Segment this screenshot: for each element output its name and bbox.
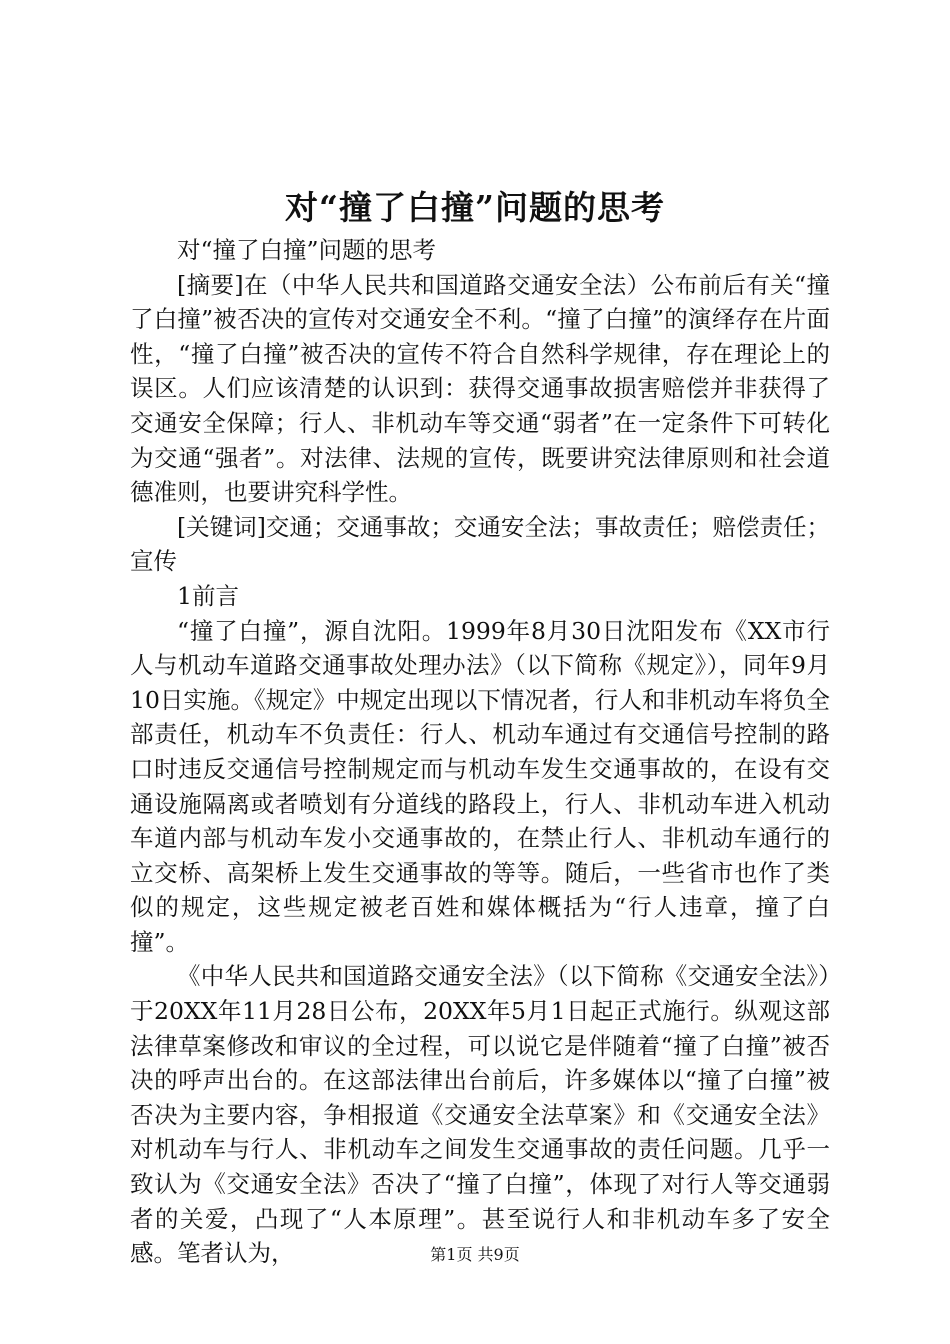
body-paragraph: “撞了白撞”，源自沈阳。1999年8月30日沈阳发布《XX市行人与机动车道路交通事故处理办法》（以下简称《规定》），同年9月10日实施。《规定》中规定出现以下情况者，行人和非机动车将负全部责任，机动车不负责任：行人、机动车通过有交通信号控制的路口时违反交通信号控制规定而与机动车发生交通事故的，在设有交通设施隔离或者喷划有分道线的路段上，行人、非机动车进入机动车道内部与机动车发小交通事故的，在禁止行人、非机动车通行的立交桥、高架桥上发生交通事故的等等。随后，一些省市也作了类似的规定，这些规定被老百姓和媒体概括为“行人违章，撞了白撞”。 bbox=[130, 616, 830, 956]
section-heading: 1前言 bbox=[177, 581, 239, 610]
subtitle-paragraph: 对“撞了白撞”问题的思考 bbox=[177, 236, 437, 264]
body-paragraph: 《中华人民共和国道路交通安全法》（以下简称《交通安全法》）于20XX年11月28日公布，20XX年5月1日起正式施行。纵观这部法律草案修改和审议的全过程，可以说它是伴随着“撞了白撞”被否决的呼声出台的。在这部法律出台前后，许多媒体以“撞了白撞”被否决为主要内容，争相报道《交通安全法草案》和《交通安全法》对机动车与行人、非机动车之间发生交通事故的责任问题。几乎一致认为《交通安全法》否决了“撞了白撞”，体现了对行人等交通弱者的关爱，凸现了“人本原理”。甚至说行人和非机动车多了安全感。笔者认为， bbox=[130, 962, 830, 1268]
abstract-paragraph: [摘要]在（中华人民共和国道路交通安全法）公布前后有关“撞了白撞”被否决的宣传对交通安全不利。“撞了白撞”的演绎存在片面性，“撞了白撞”被否决的宣传不符合自然科学规律，存在理论上的误区。人们应该清楚的认识到：获得交通事故损害赔偿并非获得了交通安全保障；行人、非机动车等交通“弱者”在一定条件下可转化为交通“强者”。对法律、法规的宣传，既要讲究法律原则和社会道德准则，也要讲究科学性。 bbox=[130, 270, 830, 507]
keywords-paragraph: [关键词]交通；交通事故；交通安全法；事故责任；赔偿责任；宣传 bbox=[130, 512, 830, 576]
page-number-footer: 第1页 共9页 bbox=[430, 1245, 520, 1264]
document-body bbox=[130, 233, 830, 1271]
document-title: 对“撞了白撞”问题的思考 bbox=[285, 188, 665, 227]
